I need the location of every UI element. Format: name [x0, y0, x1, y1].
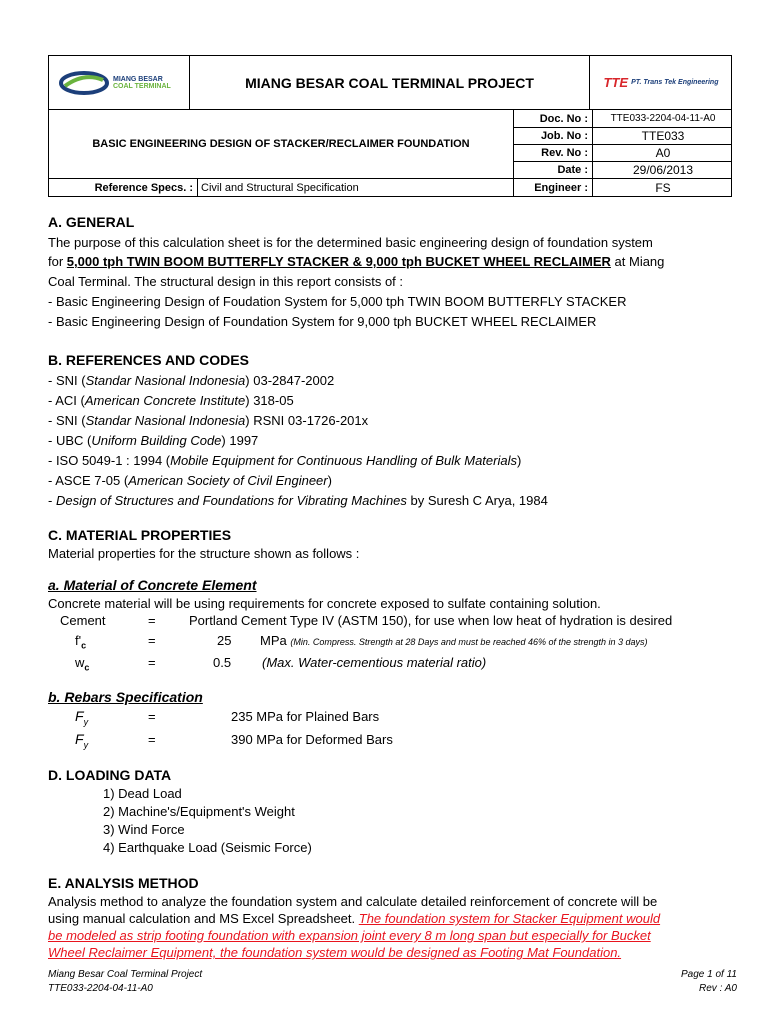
analysis-line-2-pre: using manual calculation and MS Excel Spreadsheet.: [48, 911, 359, 926]
date-value: 29/06/2013: [632, 163, 694, 177]
wc-label: w: [75, 655, 85, 670]
reference-post: by Suresh C Arya, 1984: [406, 493, 548, 508]
wc-value: 0.5: [213, 655, 232, 670]
reference-item: [48, 491, 548, 510]
header-rule: [197, 178, 198, 197]
fy1-symbol: [75, 707, 88, 732]
loading-item: 4) Earthquake Load (Seismic Force): [103, 840, 312, 855]
fc-label: f': [75, 633, 82, 648]
reference-pre: -: [48, 493, 56, 508]
rev-no-value: A0: [655, 146, 671, 160]
concrete-intro: Concrete material will be using requirements for concrete exposed to sulfate containing solution.: [48, 596, 601, 611]
miang-besar-logo: [57, 64, 185, 102]
section-heading-general: A. GENERAL: [48, 214, 135, 230]
wc-symbol: [75, 653, 89, 678]
fc-eq: =: [148, 633, 156, 648]
fy1-eq: =: [148, 709, 156, 724]
reference-post: ) 318-05: [245, 393, 294, 408]
rebar-heading: b. Rebars Specification: [48, 689, 203, 705]
reference-post: ): [516, 453, 522, 468]
fy1-value: 235 MPa for Plained Bars: [231, 709, 380, 724]
reference-pre: - ISO 5049-1 : 1994 (: [48, 453, 171, 468]
document-title: BASIC ENGINEERING DESIGN OF STACKER/RECLAIMER FOUNDATION: [92, 138, 470, 150]
doc-no-value: TTE033-2204-04-11-A0: [610, 113, 716, 124]
loading-item: 3) Wind Force: [103, 822, 185, 837]
reference-post: ) RSNI 03-1726-201x: [245, 413, 369, 428]
analysis-highlight-3: Wheel Reclaimer Equipment, the foundation system would be designed as Footing Mat Foundation.: [48, 945, 622, 960]
reference-post: ) 1997: [221, 433, 259, 448]
wc-subscript: c: [84, 662, 90, 673]
fc-subscript: c: [81, 640, 87, 651]
engineer-label: Engineer :: [534, 182, 588, 194]
wc-note: (Max. Water-cementious material ratio): [262, 655, 487, 670]
rev-no-label: Rev. No :: [541, 147, 588, 159]
reference-it: Mobile Equipment for Continuous Handling of Bulk Materials: [170, 453, 517, 468]
general-line-2: [48, 252, 664, 271]
reference-item: [48, 471, 332, 490]
job-no-label: Job. No :: [540, 130, 588, 142]
section-heading-loading: D. LOADING DATA: [48, 767, 172, 783]
analysis-highlight-1: The foundation system for Stacker Equipment would: [358, 911, 661, 926]
fy2-label: F: [75, 731, 84, 747]
cement-label: Cement: [60, 613, 106, 628]
date-label: Date :: [557, 164, 588, 176]
reference-item: [48, 431, 258, 450]
fc-symbol: [75, 631, 86, 656]
project-title: MIANG BESAR COAL TERMINAL PROJECT: [245, 74, 534, 91]
reference-item: [48, 411, 368, 430]
reference-pre: - ASCE 7-05 (: [48, 473, 129, 488]
fy2-subscript: y: [83, 739, 89, 750]
footer-project: Miang Besar Coal Terminal Project: [48, 969, 203, 980]
footer-page-number: Page 1 of 11: [681, 969, 737, 980]
fc-note: (Min. Compress. Strength at 28 Days and must be reached 46% of the strength in 3 days): [290, 637, 648, 647]
reference-pre: - SNI (: [48, 413, 86, 428]
reference-pre: - ACI (: [48, 393, 85, 408]
reference-it: American Society of Civil Engineer: [128, 473, 328, 488]
material-intro: Material properties for the structure shown as follows :: [48, 546, 360, 561]
concrete-heading: a. Material of Concrete Element: [48, 577, 257, 593]
fc-value: 25: [217, 633, 232, 648]
reference-it: Uniform Building Code: [91, 433, 222, 448]
fy2-eq: =: [148, 732, 156, 747]
tte-mark: TTE: [603, 75, 629, 90]
general-line-3: Coal Terminal. The structural design in this report consists of :: [48, 274, 404, 289]
reference-specs-value: Civil and Structural Specification: [201, 182, 359, 194]
section-heading-references: B. REFERENCES AND CODES: [48, 352, 249, 368]
wc-eq: =: [148, 655, 156, 670]
general-line-2-post: at Miang: [610, 254, 665, 269]
analysis-line-1: Analysis method to analyze the foundation system and calculate detailed reinforcement of concrete will be: [48, 894, 658, 909]
engineer-value: FS: [655, 181, 671, 195]
logo-text-2: COAL TERMINAL: [113, 83, 171, 90]
cement-value: Portland Cement Type IV (ASTM 150), for use when low heat of hydration is desired: [189, 613, 673, 628]
loading-item: 2) Machine's/Equipment's Weight: [103, 804, 295, 819]
reference-pre: - SNI (: [48, 373, 86, 388]
reference-item: [48, 451, 521, 470]
doc-no-label: Doc. No :: [539, 112, 588, 125]
company-name: PT. Trans Tek Engineering: [631, 79, 719, 86]
reference-it: Standar Nasional Indonesia: [85, 413, 246, 428]
fc-unit: MPa: [260, 633, 287, 648]
general-line-2-pre: for: [48, 254, 67, 269]
reference-post: ): [327, 473, 332, 488]
fy2-symbol: [75, 730, 88, 755]
reference-it: Design of Structures and Foundations for Vibrating Machines: [55, 493, 407, 508]
section-heading-analysis: E. ANALYSIS METHOD: [48, 875, 199, 891]
reference-item: [48, 371, 334, 390]
section-heading-material: C. MATERIAL PROPERTIES: [48, 527, 232, 543]
reference-it: American Concrete Institute: [84, 393, 246, 408]
general-line-1: The purpose of this calculation sheet is for the determined basic engineering design of foundation system: [48, 235, 653, 250]
reference-item: [48, 391, 294, 410]
fy1-label: F: [75, 708, 84, 724]
document-header: [48, 55, 732, 197]
tte-logo: [590, 56, 732, 109]
fc-unit-and-note: [260, 631, 648, 652]
analysis-highlight-2: be modeled as strip footing foundation with expansion joint every 8 m long span but especially for Bucket: [48, 928, 651, 943]
logo-text-1: MIANG BESAR: [113, 76, 163, 83]
general-line-4: - Basic Engineering Design of Foudation System for 5,000 tph TWIN BOOM BUTTERFLY STACKER: [48, 294, 627, 309]
reference-specs-label: Reference Specs. :: [94, 182, 193, 194]
general-line-5: - Basic Engineering Design of Foundation System for 9,000 tph BUCKET WHEEL RECLAIMER: [48, 314, 597, 329]
reference-post: ) 03-2847-2002: [245, 373, 335, 388]
fy2-value: 390 MPa for Deformed Bars: [231, 732, 393, 747]
reference-it: Standar Nasional Indonesia: [85, 373, 246, 388]
loading-item: 1) Dead Load: [103, 786, 182, 801]
job-no-value: TTE033: [641, 129, 685, 143]
logo-swoosh-icon: [57, 68, 111, 98]
footer-doc-no: TTE033-2204-04-11-A0: [48, 983, 153, 994]
general-equipment-title: 5,000 tph TWIN BOOM BUTTERFLY STACKER & 9,000 tph BUCKET WHEEL RECLAIMER: [66, 254, 611, 269]
cement-eq: =: [148, 613, 156, 628]
fy1-subscript: y: [83, 716, 89, 727]
reference-pre: - UBC (: [48, 433, 92, 448]
footer-revision: Rev : A0: [699, 983, 737, 994]
